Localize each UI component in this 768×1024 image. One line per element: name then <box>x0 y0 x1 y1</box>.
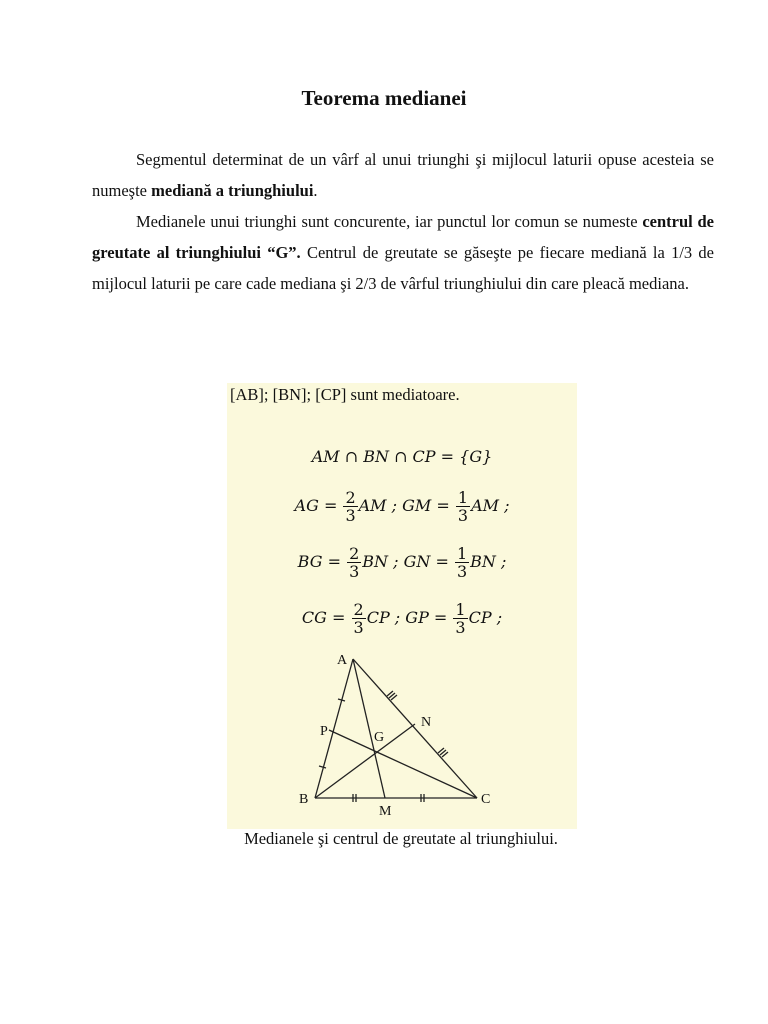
paragraph-definition-text: Segmentul determinat de un vârf al unui triunghi şi mijlocul laturii opuse acesteia se numeşte <box>92 150 714 200</box>
eq-gm-lhs: GM = <box>402 496 455 515</box>
eq-gn-lhs: GN = <box>403 552 454 571</box>
paragraph-centroid <box>92 206 714 299</box>
figure-box <box>227 383 577 829</box>
paragraph-definition-bold: mediană a triunghiului <box>151 181 314 200</box>
median-cp <box>329 730 477 798</box>
fraction-two-thirds: $\frac{2}{3}$ <box>349 544 360 581</box>
eq-gp-rhs: CP ; <box>468 608 503 627</box>
side-ac <box>353 659 477 798</box>
eq-ag-rhs: AM ; <box>358 496 403 515</box>
tick-pb <box>319 766 326 768</box>
fraction-two-thirds: $\frac{2}{3}$ <box>345 488 356 525</box>
label-p: P <box>320 724 328 739</box>
eq-cg-rhs: CP ; <box>366 608 406 627</box>
figure-caption: Medianele şi centrul de greutate al triunghiului. <box>244 829 558 848</box>
paragraph-definition-end: . <box>313 181 318 200</box>
fraction-one-third: $\frac{1}{3}$ <box>457 488 469 525</box>
median-bn <box>315 724 415 798</box>
fraction-one-third: $\frac{1}{3}$ <box>456 544 468 581</box>
label-a: A <box>337 653 348 668</box>
page-title: Teorema medianei <box>301 86 467 110</box>
fraction-one-third: $\frac{1}{3}$ <box>455 600 466 637</box>
equation-intersection: AM ∩ BN ∩ CP = {G} <box>311 447 493 466</box>
eq-gp-lhs: GP = <box>405 608 453 627</box>
label-c: C <box>481 792 491 807</box>
paragraph-definition <box>92 144 714 206</box>
box-intro: [AB]; [BN]; [CP] sunt mediatoare. <box>230 385 460 404</box>
triangle-diagram <box>227 383 577 829</box>
median-am <box>353 659 385 798</box>
eq-ag-lhs: AG = <box>294 496 343 515</box>
label-m: M <box>379 804 392 819</box>
eq-bg-lhs: BG = <box>297 552 347 571</box>
fraction-two-thirds: $\frac{2}{3}$ <box>353 600 364 637</box>
eq-bg-rhs: BN ; <box>362 552 404 571</box>
label-g: G <box>374 730 385 745</box>
eq-gm-rhs: AM ; <box>471 496 510 515</box>
label-n: N <box>421 715 432 730</box>
paragraph-centroid-end: Centrul de greutate se găseşte pe fiecare mediană la 1/3 de mijlocul laturii pe care cade mediana şi 2/3 de vârful triunghiului din care pleacă mediana. <box>92 243 714 293</box>
eq-cg-lhs: CG = <box>301 608 351 627</box>
paragraph-centroid-text: Medianele unui triunghi sunt concurente, iar punctul lor comun se numeste <box>136 212 643 231</box>
label-b: B <box>299 792 309 807</box>
eq-gn-rhs: BN ; <box>470 552 507 571</box>
paragraph-centroid-bold: centrul de greutate al triunghiului “G”. <box>92 212 714 262</box>
